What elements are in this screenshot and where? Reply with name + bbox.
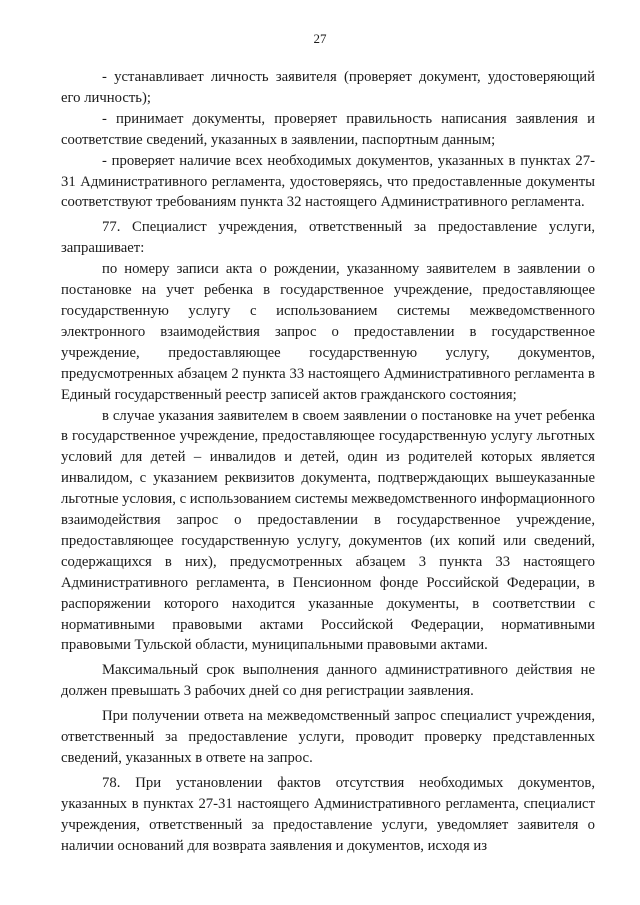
document-body xyxy=(61,67,595,857)
paragraph-disability-request: в случае указания заявителем в своем заявлении о постановке на учет ребенка в государственное учреждение, предоставляющее государственную услугу льготных условий для детей – инвалидов и детей, один из родителей которых является инвалидом, с указанием реквизитов документа, подтверждающих вышеуказанные льготные условия, с использованием системы межведомственного информационного взаимодействия запрос о предоставлении в государственное учреждение, предоставляющее государственную услугу, документов (их копий или сведений, содержащихся в них), предусмотренных абзацем 3 пункта 33 настоящего Административного регламента, в Пенсионном фонде Российской Федерации, в распоряжении которого находится указанные документы, в соответствии с нормативными правовыми актами Российской Федерации, нормативными правовыми Тульской области, муниципальными правовыми актами. xyxy=(61,407,595,654)
paragraph-identity-check: - устанавливает личность заявителя (проверяет документ, удостоверяющий его личность); xyxy=(61,69,595,106)
paragraph-check-documents: - проверяет наличие всех необходимых документов, указанных в пунктах 27-31 Административного регламента, удостоверяясь, что предоставленные документы соответствуют требованиям пункта 32 настоящего Административного регламента. xyxy=(61,152,595,211)
page-number: 27 xyxy=(313,31,327,46)
paragraph-birth-record-request: по номеру записи акта о рождении, указанному заявителем в заявлении о постановке на учет ребенка в государственное учреждение, предоставляющее государственную услугу с использованием системы межведомственного электронного взаимодействия запрос о предоставлении в государственное учреждение, предоставляющее государственную услугу, документов, предусмотренных абзацем 2 пункта 33 настоящего Административного регламента в Единый государственный реестр записей актов гражданского состояния; xyxy=(61,261,595,403)
paragraph-response-check: При получении ответа на межведомственный запрос специалист учреждения, ответственный за предоставление услуги, проводит проверку представленных сведений, указанных в ответе на запрос. xyxy=(61,708,595,766)
paragraph-accept-documents: - принимает документы, проверяет правильность написания заявления и соответствие сведений, указанных в заявлении, паспортным данным; xyxy=(61,110,595,148)
paragraph-77-request: 77. Специалист учреждения, ответственный за предоставление услуги, запрашивает: xyxy=(61,219,595,257)
paragraph-78-missing-documents: 78. При установлении фактов отсутствия необходимых документов, указанных в пунктах 27-31 настоящего Административного регламента, специалист учреждения, ответственный за предоставление услуги, уведомляет заявителя о наличии оснований для возврата заявления и документов, исходя из xyxy=(61,774,595,854)
paragraph-max-term: Максимальный срок выполнения данного административного действия не должен превышать 3 рабочих дней со дня регистрации заявления. xyxy=(61,662,595,700)
